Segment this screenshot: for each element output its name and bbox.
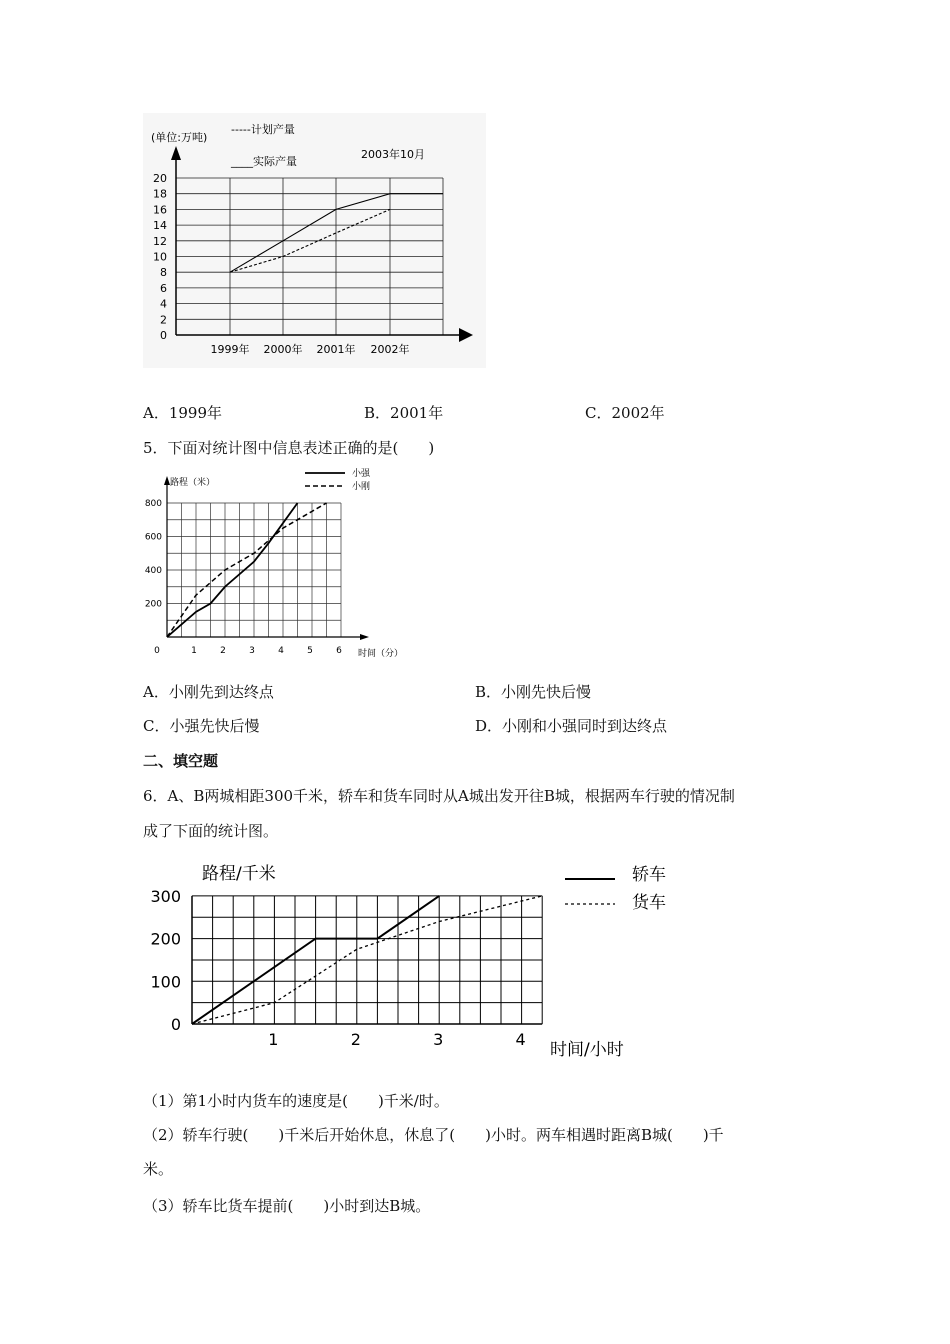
y-tick-label: 14 — [153, 219, 167, 233]
q6-part3: （3）轿车比货车提前( )小时到达B城。 — [143, 1197, 431, 1215]
q5-option-c: C．小强先快后慢 — [143, 717, 260, 735]
y-tick-label: 800 — [144, 499, 162, 509]
x-tick-label: 1 — [191, 646, 197, 656]
vehicle-chart — [150, 855, 690, 1065]
y-tick-label: 200 — [144, 599, 162, 610]
y-tick-label: 18 — [153, 187, 167, 201]
y-axis-title: 路程（米） — [170, 478, 216, 488]
y-tick-label: 20 — [153, 172, 167, 185]
x-tick-label: 4 — [278, 646, 284, 656]
y-tick-label: 0 — [160, 329, 167, 342]
legend-xiaogang: 小刚 — [352, 482, 371, 492]
q6-part1: （1）第1小时内货车的速度是( )千米/时。 — [143, 1092, 449, 1110]
x-tick-label: 2000年 — [263, 343, 303, 356]
x-tick-label: 5 — [307, 646, 313, 656]
legend-actual: ____实际产量 — [231, 155, 297, 168]
q5-option-b: B．小刚先快后慢 — [475, 683, 592, 701]
q4-option-b: B．2001年 — [364, 404, 444, 422]
x-tick-label: 1999年 — [210, 343, 250, 356]
x-tick-label: 2 — [220, 646, 226, 656]
x-axis-title: 时间/小时 — [550, 1040, 624, 1060]
legend-plan: -----计划产量 — [231, 123, 295, 136]
y-tick-label: 600 — [144, 532, 162, 543]
q5-option-d: D．小刚和小强同时到达终点 — [475, 717, 668, 735]
x-tick-label: 2001年 — [316, 343, 356, 356]
production-chart — [143, 113, 486, 368]
y-tick-label: 100 — [150, 972, 181, 992]
q4-option-a: A．1999年 — [143, 404, 223, 422]
legend-car: 轿车 — [632, 865, 666, 885]
legend-truck: 货车 — [632, 893, 666, 913]
y-tick-label: 200 — [150, 929, 181, 949]
x-tick-label: 3 — [433, 1030, 444, 1049]
y-tick-label: 4 — [160, 297, 167, 311]
x-tick-label: 6 — [336, 646, 342, 656]
section-heading: 二、填空题 — [143, 752, 219, 770]
y-tick-label: 6 — [160, 281, 167, 295]
x-tick-label: 2002年 — [370, 343, 410, 356]
legend-xiaoqiang: 小强 — [352, 469, 371, 479]
x-axis-title: 时间（分） — [358, 649, 404, 659]
y-tick-label: 400 — [144, 566, 162, 576]
y-tick-label: 300 — [150, 886, 181, 906]
x-tick-label: 2 — [350, 1030, 361, 1049]
race-chart — [140, 465, 410, 665]
y-axis-title: 路程/千米 — [202, 864, 276, 884]
y-tick-label: 10 — [153, 250, 167, 264]
q6-stem-line1: 6．A、B两城相距300千米，轿车和货车同时从A城出发开往B城，根据两车行驶的情况制 — [143, 787, 735, 805]
y-tick-label: 2 — [160, 313, 167, 327]
x-tick-label: 3 — [249, 646, 255, 656]
y-tick-label: 16 — [153, 203, 167, 217]
x-axis-arrow — [360, 634, 369, 640]
q6-part2-line2: 米。 — [143, 1160, 174, 1178]
y-tick-label: 8 — [160, 266, 167, 280]
q5-option-a: A．小刚先到达终点 — [143, 683, 274, 701]
x-tick-label: 1 — [268, 1030, 279, 1049]
q6-part2-line1: （2）轿车行驶( )千米后开始休息，休息了( )小时。两车相遇时距离B城( )千 — [143, 1126, 724, 1144]
q5-stem: 5．下面对统计图中信息表述正确的是( ) — [143, 439, 435, 457]
y-axis-title: (单位:万吨) — [151, 131, 208, 144]
x-tick-label: 0 — [154, 646, 160, 656]
q6-stem-line2: 成了下面的统计图。 — [143, 822, 279, 840]
chart-date: 2003年10月 — [361, 148, 425, 161]
q4-option-c: C．2002年 — [585, 404, 665, 422]
y-tick-label: 12 — [153, 234, 167, 248]
y-tick-label: 0 — [170, 1015, 181, 1034]
x-tick-label: 4 — [515, 1030, 526, 1049]
